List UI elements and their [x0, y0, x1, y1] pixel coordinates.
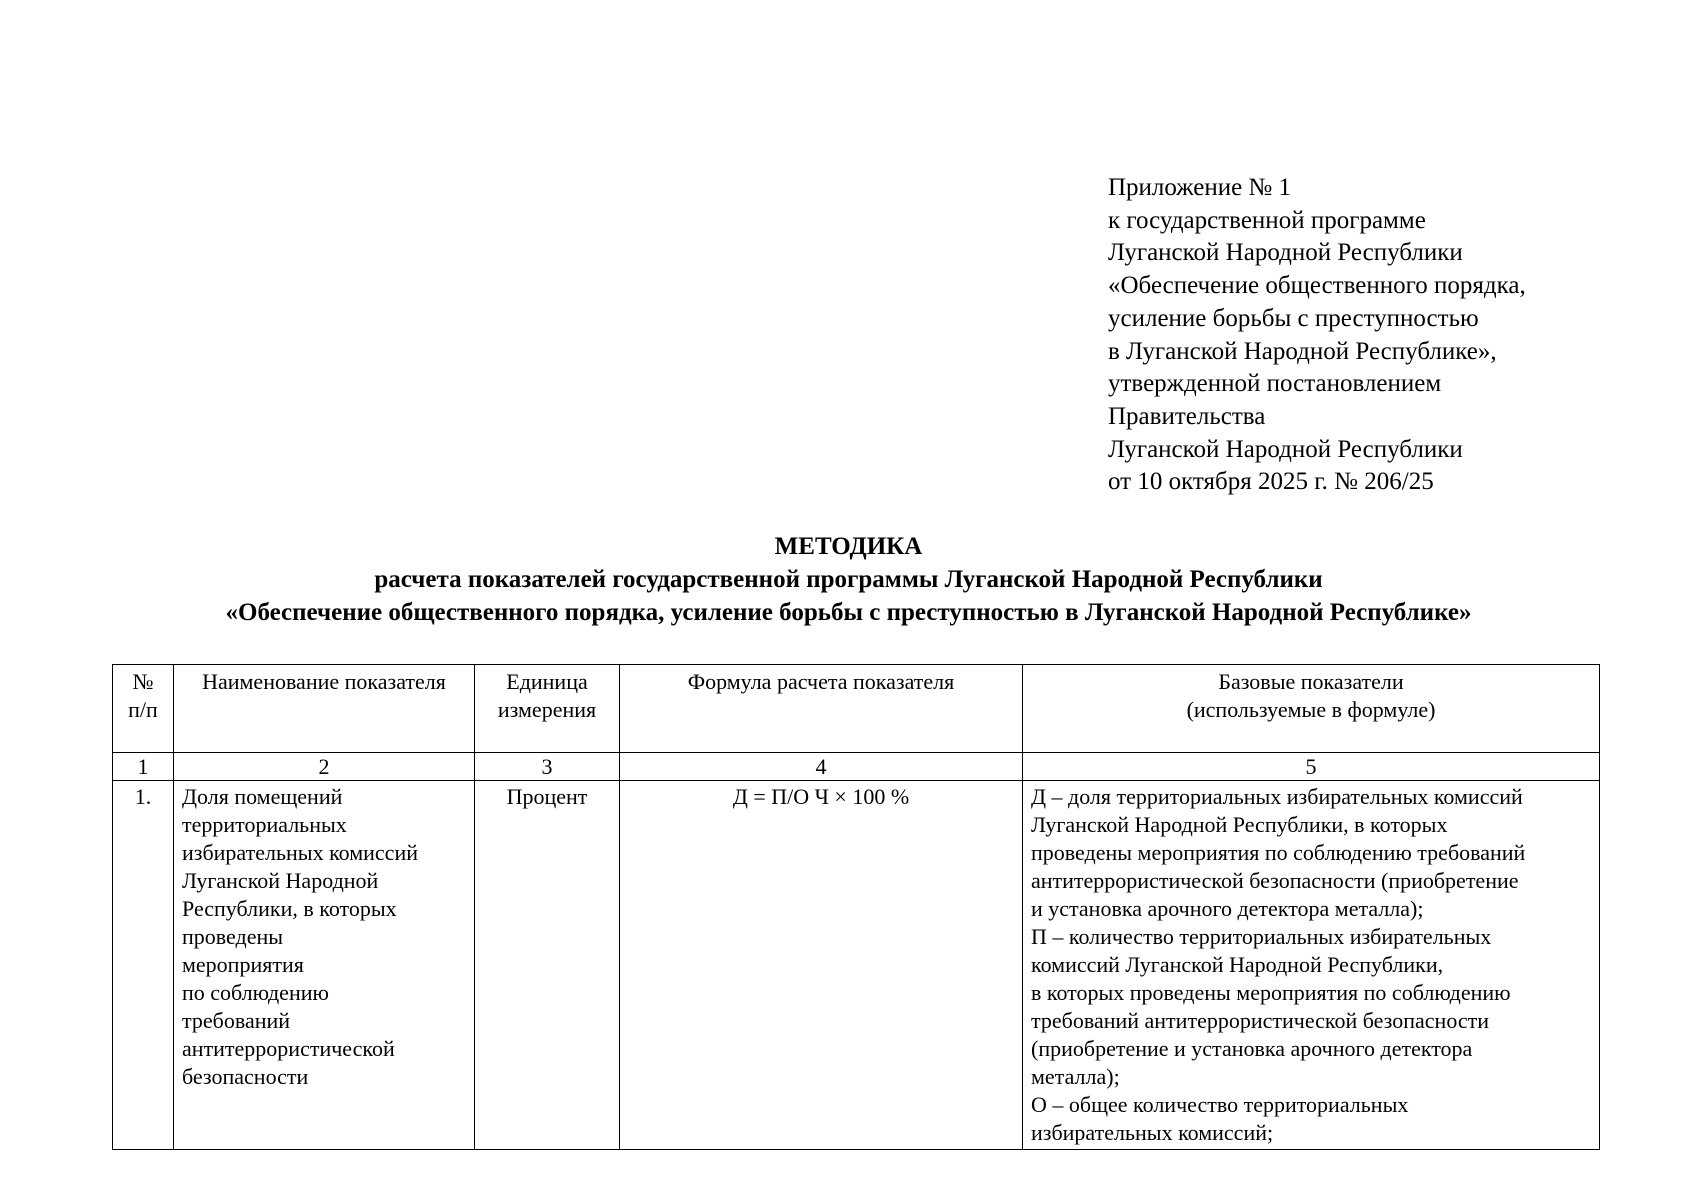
appendix-line: Луганской Народной Республики: [1108, 435, 1463, 463]
table-row: [113, 781, 1600, 1150]
title-line-2: «Обеспечение общественного порядка, усиление борьбы с преступностью в Луганской Народной Республике»: [225, 599, 1472, 626]
title-line-1: расчета показателей государственной программы Луганской Народной Республики: [374, 566, 1323, 593]
table-header-row: [113, 665, 1600, 753]
column-number: 1: [113, 753, 174, 781]
appendix-line: Правительства: [1108, 402, 1266, 430]
header-unit: Единица измерения: [475, 665, 620, 753]
appendix-line: Приложение № 1: [1108, 174, 1292, 201]
appendix-line: «Обеспечение общественного порядка,: [1108, 272, 1526, 300]
appendix-line: Луганской Народной Республики: [1108, 239, 1463, 267]
header-name: Наименование показателя: [174, 665, 475, 753]
row-number: 1.: [113, 781, 174, 1150]
indicator-base: Д – доля территориальных избирательных комиссий Луганской Народной Республики, в которых проведены мероприятия по соблюдению требований антитеррористической безопасности (приобретение и установка арочного детектора металла); П – количество территориальных избирательных комиссий Луганской Народной Республики, в которых проведены мероприятия по соблюдению требований антитеррористической безопасности (приобретение и установка арочного детектора металла); О – общее количество территориальных избирательных комиссий;: [1023, 781, 1600, 1150]
header-num: № п/п: [113, 665, 174, 753]
header-base: Базовые показатели (используемые в формуле): [1023, 665, 1600, 753]
indicator-formula: Д = П/О Ч × 100 %: [620, 781, 1023, 1150]
column-number: 3: [475, 753, 620, 781]
appendix-line: в Луганской Народной Республике»,: [1108, 337, 1497, 365]
header-formula: Формула расчета показателя: [620, 665, 1023, 753]
column-number: 2: [174, 753, 475, 781]
appendix-line: утвержденной постановлением: [1108, 370, 1442, 398]
column-numbers-row: [113, 753, 1600, 781]
appendix-line: от 10 октября 2025 г. № 206/25: [1108, 468, 1434, 496]
column-number: 5: [1023, 753, 1600, 781]
appendix-line: к государственной программе: [1108, 206, 1426, 234]
appendix-line: усиление борьбы с преступностью: [1108, 304, 1479, 332]
document-title: [0, 530, 1697, 629]
indicator-name: Доля помещений территориальных избирательных комиссий Луганской Народной Республики, в которых проведены мероприятия по соблюдению требований антитеррористической безопасности: [174, 781, 475, 1150]
appendix-block: [1108, 172, 1526, 499]
indicator-unit: Процент: [475, 781, 620, 1150]
title-heading: МЕТОДИКА: [774, 533, 923, 560]
indicators-table: [112, 664, 1600, 1150]
column-number: 4: [620, 753, 1023, 781]
